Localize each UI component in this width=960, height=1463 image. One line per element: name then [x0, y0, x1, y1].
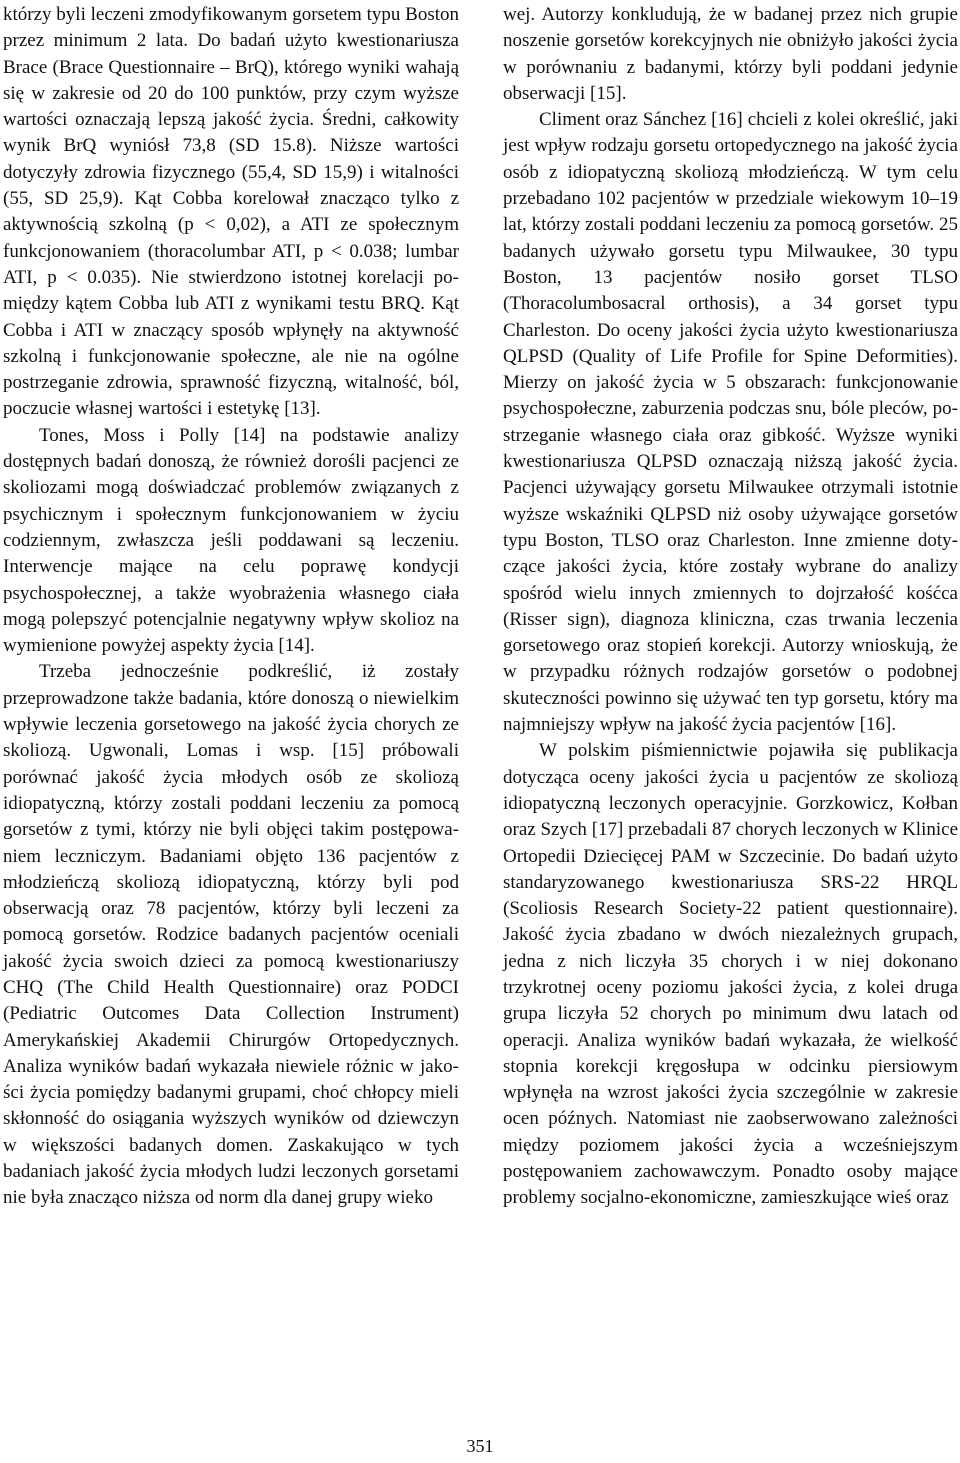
paragraph: którzy byli leczeni zmodyfikowanym gorsetem typu Boston przez minimum 2 lata. Do badań użyto kwestionariusza Brace (Brace Questionnaire – BrQ), którego wyniki wahają się w zakresie od 20 do 100 punktów, przy czym wyższe wartości oznaczają lepszą jakość życia. Średni, całkowity wynik BrQ wyniósł 73,8 (SD 15.8). Niższe wartości dotyczyły zdrowia fizycznego (55,4, SD 15,9) i witalności (55, SD 25,9). Kąt Cobba korelował znacząco tylko z aktywnością szkolną (p < 0,02), a ATI ze społecznym funkcjonowaniem (thoracolumbar ATI, p < 0.038; lumbar ATI, p < 0.035). Nie stwierdzono istotnej korelacji pomiędzy kątem Cobba lub ATI z wynikami testu BRQ. Kąt Cobba i ATI w znaczący sposób wpłynęły na aktywność szkolną i funkcjonowanie społeczne, ale nie na ogólne postrzeganie zdrowia, sprawność fizyczną, witalność, ból, poczucie własnej wartości i estetykę [13]. — [3, 4, 459, 420]
page-number: 351 — [466, 1436, 494, 1456]
left-column — [3, 2, 459, 1212]
paragraph: wej. Autorzy konkludują, że w badanej przez nich grupie noszenie gorsetów korekcyjnych nie obniżyło jakości życia w porównaniu z badanymi, którzy byli poddani jedynie obserwacji [15]. — [503, 4, 958, 104]
paragraph: W polskim piśmiennictwie pojawiła się publikacja dotycząca oceny jakości życia u pacjentów ze skoliozą idiopatyczną leczonych operacyjnie. Gorzkowicz, Kołban oraz Szych [17] przebadali 87 chorych leczonych w Klinice Ortopedii Dziecięcej PAM w Szczecinie. Do badań użyto standaryzowanego kwestionariusza SRS-22 HRQL (Scoliosis Research Society-22 patient questionnaire). Jakość życia zbadano w dwóch niezależnych grupach, jedna z nich liczyła 35 chorych i w niej dokonano trzykrotnej oceny poziomu jakości życia, z kolei druga grupa liczyła 52 chorych po minimum dwu latach od operacji. Analiza wyników badań wykazała, że wielkość stopnia korekcji kręgosłupa w odcinku piersiowym wpłynęła na wzrost jakości życia szczególnie w zakresie ocen późnych. Natomiast nie zaobserwowano zależności między poziomem jakości życia a wcześniejszym postępowaniem zachowawczym. Ponadto osoby mające problemy socjalno-ekonomiczne, zamieszkujące wieś oraz — [503, 740, 958, 1209]
paragraph: Tones, Moss i Polly [14] na podstawie analizy dostępnych badań donoszą, że również dorośli pacjenci ze skoliozami mogą doświadczać problemów związanych z psychicznym i społecznym funkcjonowaniem w życiu codziennym, zwłaszcza jeśli poddawani są leczeniu. Interwencje mające na celu poprawę kondycji psychospołecznej, a także wyobrażenia własnego ciała mogą polepszyć potencjalnie negatywny wpływ skolioz na wymienione powyżej aspekty życia [14]. — [3, 424, 459, 657]
paragraph: Trzeba jednocześnie podkreślić, iż zostały przeprowadzone także badania, które donoszą o niewielkim wpływie leczenia gorsetowego na jakość życia chorych ze skoliozą. Ugwonali, Lomas i wsp. [15] próbowali porównać jakość życia młodych osób ze skoliozą idiopatyczną, którzy zostali poddani leczeniu za pomocą gorsetów z tymi, którzy nie byli objęci takim postępowaniem leczniczym. Badaniami objęto 136 pacjentów z młodzieńczą skoliozą idiopatyczną, którzy byli pod obserwacją oraz 78 pacjentów, którzy byli leczeni za pomocą gorsetów. Rodzice badanych pacjentów oceniali jakość życia swoich dzieci za pomocą kwestionariuszy CHQ (The Child Health Questionnaire) oraz PODCI (Pediatric Outcomes Data Collection Instrument) Amerykańskiej Akademii Chirurgów Ortopedycznych. Analiza wyników badań wykazała niewiele różnic w jakości życia pomiędzy badanymi grupami, choć chłopcy mieli skłonność do osiągania wyższych wyników od dziewczyn w większości badanych domen. Zaskakująco w tych badaniach jakość życia młodych ludzi leczonych gorsetami nie była znacząco niższa od norm dla danej grupy wieko — [3, 661, 459, 1209]
right-column — [503, 2, 958, 1212]
paragraph: Climent oraz Sánchez [16] chcieli z kolei określić, jaki jest wpływ rodzaju gorsetu ortopedycznego na jakość życia osób z idiopatyczną skoliozą młodzieńczą. W tym celu przebadano 102 pacjentów w przedziale wiekowym 10–19 lat, którzy zostali poddani leczeniu za pomocą gorsetów. 25 badanych używało gorsetu typu Milwaukee, 30 typu Boston, 13 pacjentów nosiło gorset TLSO (Thoracolumbosacral orthosis), a 34 gorset typu Charleston. Do oceny jakości życia użyto kwestionariusza QLPSD (Quality of Life Profile for Spine Deformities). Mierzy on jakość życia w 5 obszarach: funkcjonowanie psychospołeczne, zaburzenia podczas snu, bóle pleców, postrzeganie własnego ciała oraz gibkość. Wyższe wyniki kwestionariusza QLPSD oznaczają niższą jakość życia. Pacjenci używający gorsetu Milwaukee otrzymali istotnie wyższe wskaźniki QLPSD niż osoby używające gorsetów typu Boston, TLSO oraz Charleston. Inne zmienne dotyczące jakości życia, które zostały wybrane do analizy spośród wielu innych zmiennych to dojrzałość kośćca (Risser sign), diagnoza kliniczna, czas trwania leczenia gorsetowego oraz stopień korekcji. Autorzy wnioskują, że w przypadku różnych rodzajów gorsetów o podobnej skuteczności powinno się używać ten typ gorsetu, który ma najmniejszy wpływ na jakość życia pacjentów [16]. — [503, 109, 958, 736]
